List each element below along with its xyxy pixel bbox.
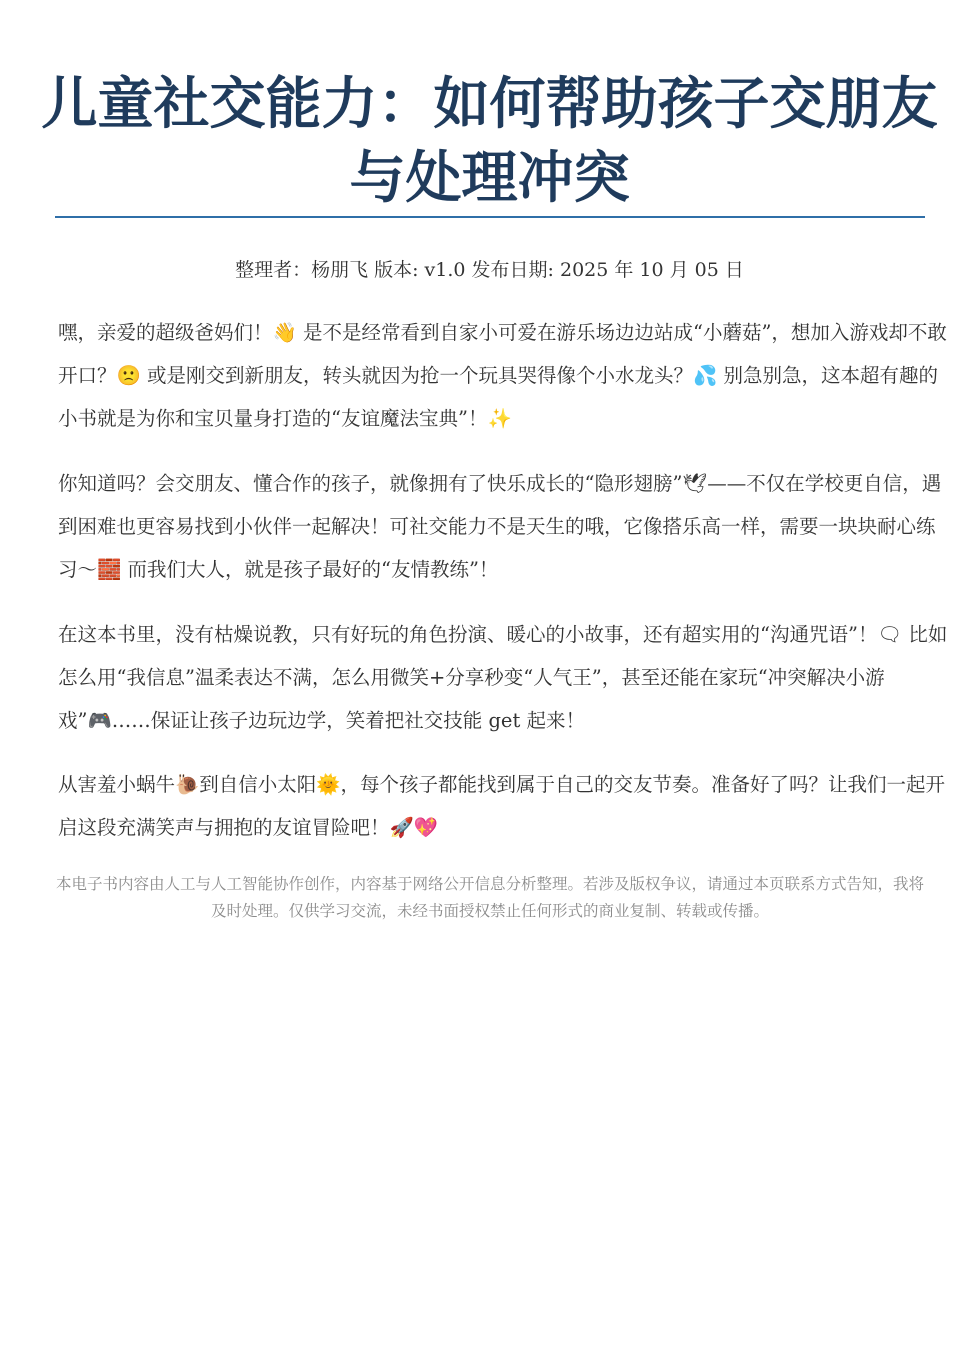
- document-title: 儿童社交能力：如何帮助孩子交朋友与处理冲突: [41, 72, 938, 211]
- closing-paragraph: 从害羞小蜗牛🐌到自信小太阳🌞，每个孩子都能找到属于自己的交友节奏。准备好了吗？让我们一起开启这段充满笑声与拥抱的友谊冒险吧！🚀💖: [58, 773, 946, 839]
- intro-paragraph: 嘿，亲爱的超级爸妈们！👋 是不是经常看到自家小可爱在游乐场边边站成“小蘑菇”，想加入游戏却不敢开口？🙁 或是刚交到新朋友，转头就因为抢一个玩具哭得像个小水龙头？💦 别急别急，这本超有趣的小书就是为你和宝贝量身打造的“友谊魔法宝典”！✨: [58, 321, 947, 430]
- copyright-footer: 本电子书内容由人工与人工智能协作创作，内容基于网络公开信息分析整理。若涉及版权争议，请通过本页联系方式告知，我将及时处理。仅供学习交流，未经书面授权禁止任何形式的商业复制、转载或传播。: [55, 875, 924, 920]
- body-paragraph: 在这本书里，没有枯燥说教，只有好玩的角色扮演、暖心的小故事，还有超实用的“沟通咒语”！🗨 比如怎么用“我信息”温柔表达不满，怎么用微笑+分享秒变“人气王”，甚至还能在家玩“冲突解决小游戏”🎮……保证让孩子边玩边学，笑着把社交技能 get 起来！: [58, 623, 948, 732]
- document-meta: 整理者：杨朋飞 版本: v1.0 发布日期: 2025 年 10 月 05 日: [235, 259, 744, 281]
- body-paragraph: 你知道吗？会交朋友、懂合作的孩子，就像拥有了快乐成长的“隐形翅膀”🕊——不仅在学校更自信，遇到困难也更容易找到小伙伴一起解决！可社交能力不是天生的哦，它像搭乐高一样，需要一块块耐心练习～🧱 而我们大人，就是孩子最好的“友情教练”！: [58, 472, 942, 581]
- title-divider: [55, 216, 925, 218]
